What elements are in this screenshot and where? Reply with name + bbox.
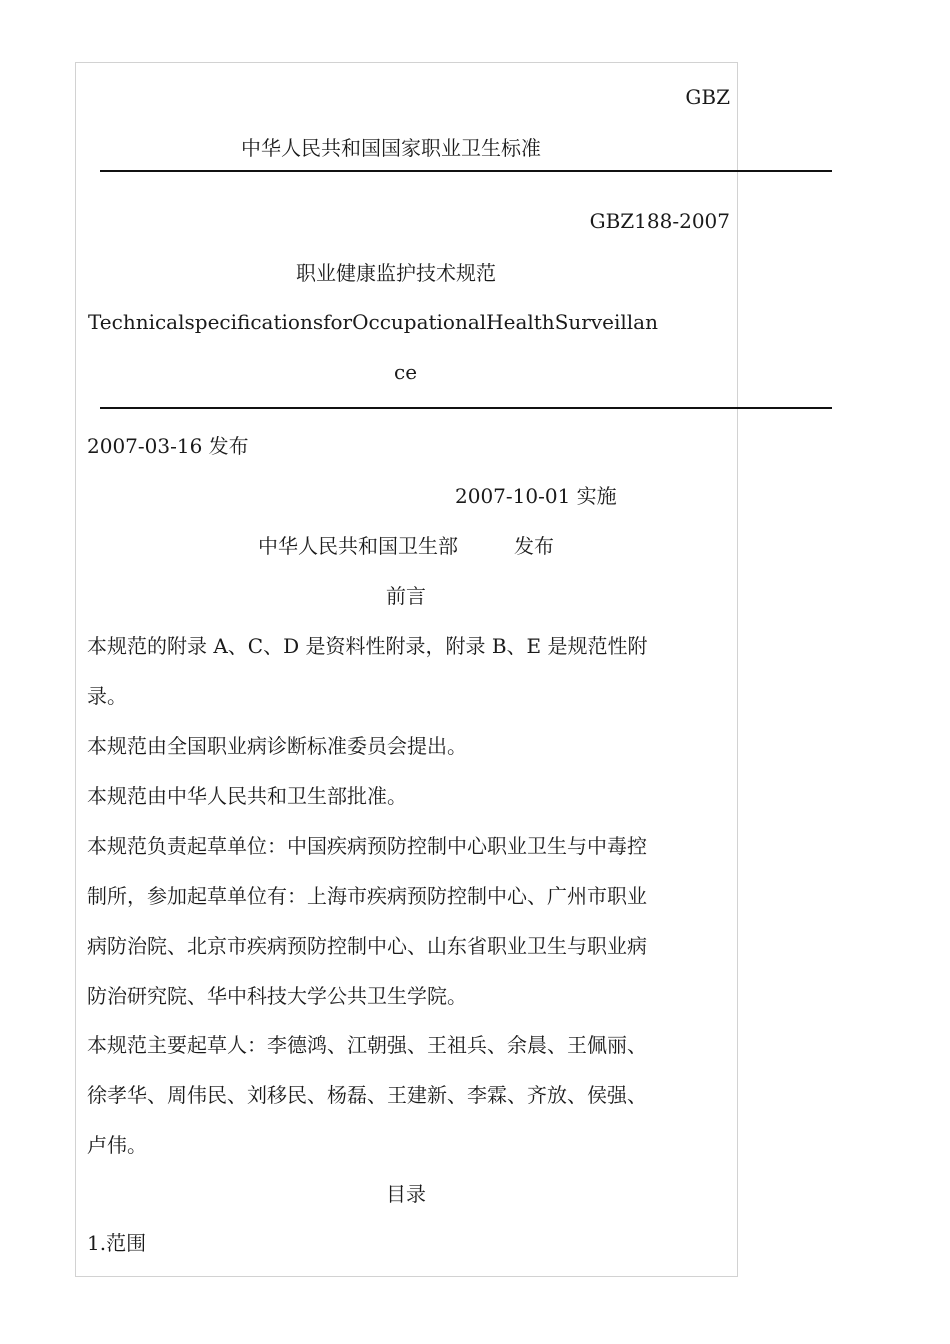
title-zh: 职业健康监护技术规范 <box>296 261 496 285</box>
foreword-line: 制所，参加起草单位有：上海市疾病预防控制中心、广州市职业 <box>87 884 647 908</box>
foreword-line: 徐孝华、周伟民、刘移民、杨磊、王建新、李霖、齐放、侯强、 <box>87 1083 647 1107</box>
foreword-line: 录。 <box>87 684 127 708</box>
foreword-line: 卢伟。 <box>87 1133 147 1157</box>
title-en-line2: ce <box>394 360 418 384</box>
foreword-line: 本规范的附录 A、C、D 是资料性附录，附录 B、E 是规范性附 <box>87 634 648 658</box>
org-title: 中华人民共和国国家职业卫生标准 <box>241 136 541 160</box>
header-rule-top <box>100 170 832 172</box>
implement-date: 2007-10-01 实施 <box>455 484 617 508</box>
publisher-name: 中华人民共和国卫生部 <box>258 534 458 558</box>
toc-item[interactable]: 1.范围 <box>87 1231 147 1255</box>
standard-number: GBZ188-2007 <box>589 209 730 233</box>
publisher-action: 发布 <box>514 534 554 558</box>
foreword-line: 本规范主要起草人：李德鸿、江朝强、王祖兵、余晨、王佩丽、 <box>87 1033 647 1057</box>
foreword-line: 本规范由全国职业病诊断标准委员会提出。 <box>87 734 467 758</box>
header-rule-bottom <box>100 407 832 409</box>
title-en-line1: TechnicalspecificationsforOccupationalHealthSurveillan <box>88 310 658 334</box>
foreword-heading: 前言 <box>386 584 426 608</box>
foreword-line: 病防治院、北京市疾病预防控制中心、山东省职业卫生与职业病 <box>87 934 647 958</box>
foreword-line: 本规范负责起草单位：中国疾病预防控制中心职业卫生与中毒控 <box>87 834 647 858</box>
publish-date: 2007-03-16 发布 <box>87 434 249 458</box>
foreword-line: 防治研究院、华中科技大学公共卫生学院。 <box>87 984 467 1008</box>
standard-code: GBZ <box>685 85 730 109</box>
toc-heading: 目录 <box>386 1182 426 1206</box>
foreword-line: 本规范由中华人民共和卫生部批准。 <box>87 784 407 808</box>
